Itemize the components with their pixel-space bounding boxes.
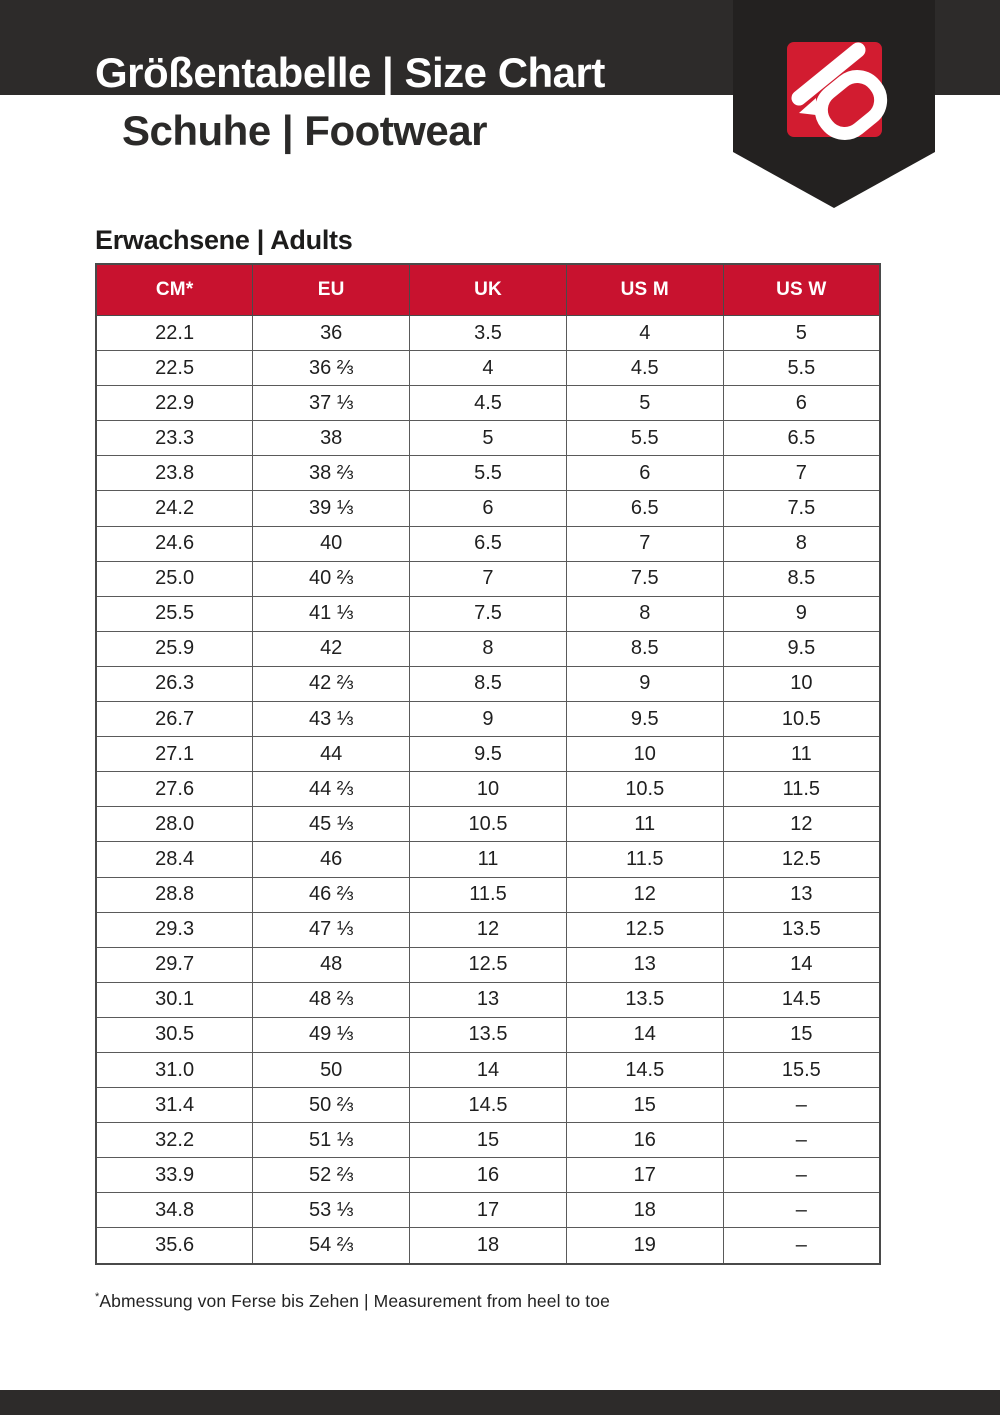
- table-cell: 36: [253, 316, 410, 351]
- table-cell: 53 ⅓: [253, 1193, 410, 1228]
- table-row: [96, 877, 880, 912]
- table-cell: 15.5: [723, 1052, 880, 1087]
- table-cell: –: [723, 1193, 880, 1228]
- table-row: [96, 1017, 880, 1052]
- size-table: [95, 263, 881, 1265]
- table-cell: 46 ⅔: [253, 877, 410, 912]
- table-cell: 18: [566, 1193, 723, 1228]
- table-cell: 38 ⅔: [253, 456, 410, 491]
- table-row: [96, 702, 880, 737]
- table-cell: 48 ⅔: [253, 982, 410, 1017]
- table-cell: 8.5: [723, 561, 880, 596]
- table-cell: 26.3: [96, 666, 253, 701]
- table-cell: 7: [723, 456, 880, 491]
- table-cell: 10: [723, 666, 880, 701]
- table-cell: 25.0: [96, 561, 253, 596]
- footnote: [95, 1291, 610, 1312]
- table-header-row: [96, 264, 880, 316]
- table-row: [96, 491, 880, 526]
- size-table-head: [96, 264, 880, 316]
- table-cell: 24.2: [96, 491, 253, 526]
- table-cell: –: [723, 1088, 880, 1123]
- table-cell: 6: [566, 456, 723, 491]
- table-cell: 7.5: [723, 491, 880, 526]
- table-cell: 34.8: [96, 1193, 253, 1228]
- table-cell: 16: [410, 1158, 567, 1193]
- table-cell: 39 ⅓: [253, 491, 410, 526]
- table-cell: 27.1: [96, 737, 253, 772]
- table-row: [96, 1123, 880, 1158]
- table-cell: 4: [410, 351, 567, 386]
- table-row: [96, 316, 880, 351]
- table-cell: 5: [566, 386, 723, 421]
- table-cell: 7: [410, 561, 567, 596]
- table-row: [96, 1158, 880, 1193]
- table-cell: 4.5: [410, 386, 567, 421]
- table-cell: 6.5: [566, 491, 723, 526]
- table-cell: 16: [566, 1123, 723, 1158]
- table-cell: 40 ⅔: [253, 561, 410, 596]
- table-cell: 11: [723, 737, 880, 772]
- table-row: [96, 666, 880, 701]
- table-row: [96, 561, 880, 596]
- table-cell: 14: [723, 947, 880, 982]
- table-cell: 5.5: [410, 456, 567, 491]
- table-cell: 7.5: [410, 596, 567, 631]
- table-cell: 14.5: [723, 982, 880, 1017]
- table-cell: 9.5: [566, 702, 723, 737]
- table-cell: 18: [410, 1228, 567, 1264]
- table-row: [96, 1052, 880, 1087]
- table-cell: –: [723, 1228, 880, 1264]
- table-cell: –: [723, 1123, 880, 1158]
- table-cell: 29.3: [96, 912, 253, 947]
- table-cell: 44: [253, 737, 410, 772]
- table-cell: 22.5: [96, 351, 253, 386]
- table-cell: 12.5: [410, 947, 567, 982]
- table-cell: 8: [566, 596, 723, 631]
- page-subtitle: Schuhe | Footwear: [122, 107, 487, 154]
- table-cell: 22.9: [96, 386, 253, 421]
- table-cell: 19: [566, 1228, 723, 1264]
- table-cell: 9.5: [723, 631, 880, 666]
- table-cell: 17: [566, 1158, 723, 1193]
- table-cell: 9: [723, 596, 880, 631]
- table-cell: 6: [410, 491, 567, 526]
- table-cell: 13.5: [723, 912, 880, 947]
- table-cell: 12: [723, 807, 880, 842]
- table-cell: 12: [410, 912, 567, 947]
- table-cell: 42: [253, 631, 410, 666]
- table-cell: 28.8: [96, 877, 253, 912]
- table-cell: 43 ⅓: [253, 702, 410, 737]
- table-cell: 5.5: [566, 421, 723, 456]
- table-cell: 35.6: [96, 1228, 253, 1264]
- table-row: [96, 456, 880, 491]
- table-cell: 41 ⅓: [253, 596, 410, 631]
- table-cell: 42 ⅔: [253, 666, 410, 701]
- table-cell: 5: [723, 316, 880, 351]
- table-row: [96, 737, 880, 772]
- table-cell: 5: [410, 421, 567, 456]
- table-cell: 9: [566, 666, 723, 701]
- table-cell: 31.4: [96, 1088, 253, 1123]
- table-cell: 48: [253, 947, 410, 982]
- table-row: [96, 1088, 880, 1123]
- table-row: [96, 807, 880, 842]
- table-row: [96, 386, 880, 421]
- table-cell: 24.6: [96, 526, 253, 561]
- column-header: EU: [253, 264, 410, 316]
- table-cell: 15: [723, 1017, 880, 1052]
- table-row: [96, 947, 880, 982]
- table-cell: 9: [410, 702, 567, 737]
- table-cell: 12.5: [566, 912, 723, 947]
- table-cell: 7: [566, 526, 723, 561]
- table-cell: 9.5: [410, 737, 567, 772]
- table-cell: 15: [410, 1123, 567, 1158]
- table-cell: 10: [410, 772, 567, 807]
- table-cell: 17: [410, 1193, 567, 1228]
- column-header: US M: [566, 264, 723, 316]
- table-cell: 13: [566, 947, 723, 982]
- table-cell: 26.7: [96, 702, 253, 737]
- table-cell: 4: [566, 316, 723, 351]
- page-title: Größentabelle | Size Chart: [95, 49, 605, 96]
- table-cell: 10.5: [723, 702, 880, 737]
- table-cell: 8.5: [410, 666, 567, 701]
- table-cell: 47 ⅓: [253, 912, 410, 947]
- table-row: [96, 526, 880, 561]
- five-ten-logo-icon: [787, 42, 882, 137]
- table-cell: 29.7: [96, 947, 253, 982]
- size-table-body: [96, 316, 880, 1264]
- table-cell: 28.4: [96, 842, 253, 877]
- table-cell: 13: [723, 877, 880, 912]
- table-row: [96, 1193, 880, 1228]
- table-cell: 13: [410, 982, 567, 1017]
- table-row: [96, 596, 880, 631]
- table-cell: 23.3: [96, 421, 253, 456]
- table-cell: 54 ⅔: [253, 1228, 410, 1264]
- table-cell: 3.5: [410, 316, 567, 351]
- table-cell: 45 ⅓: [253, 807, 410, 842]
- footer-band: [0, 1390, 1000, 1415]
- table-cell: 11: [410, 842, 567, 877]
- table-row: [96, 1228, 880, 1264]
- table-cell: 28.0: [96, 807, 253, 842]
- section-heading: Erwachsene | Adults: [95, 225, 353, 255]
- table-cell: 10.5: [566, 772, 723, 807]
- table-row: [96, 982, 880, 1017]
- column-header: US W: [723, 264, 880, 316]
- table-cell: 14: [410, 1052, 567, 1087]
- table-cell: 11.5: [723, 772, 880, 807]
- table-cell: 14.5: [566, 1052, 723, 1087]
- table-cell: 37 ⅓: [253, 386, 410, 421]
- table-cell: 14.5: [410, 1088, 567, 1123]
- table-cell: 30.5: [96, 1017, 253, 1052]
- table-cell: 6: [723, 386, 880, 421]
- table-cell: 13.5: [410, 1017, 567, 1052]
- table-row: [96, 631, 880, 666]
- table-cell: 13.5: [566, 982, 723, 1017]
- table-cell: 36 ⅔: [253, 351, 410, 386]
- table-cell: 8.5: [566, 631, 723, 666]
- table-cell: 10: [566, 737, 723, 772]
- table-cell: 25.9: [96, 631, 253, 666]
- table-row: [96, 842, 880, 877]
- table-cell: 12.5: [723, 842, 880, 877]
- table-cell: 6.5: [723, 421, 880, 456]
- table-cell: 8: [410, 631, 567, 666]
- table-cell: 30.1: [96, 982, 253, 1017]
- table-cell: 46: [253, 842, 410, 877]
- table-row: [96, 912, 880, 947]
- table-cell: 11: [566, 807, 723, 842]
- footnote-text: Abmessung von Ferse bis Zehen | Measurement from heel to toe: [99, 1291, 610, 1311]
- table-cell: 50: [253, 1052, 410, 1087]
- column-header: UK: [410, 264, 567, 316]
- table-cell: 22.1: [96, 316, 253, 351]
- table-row: [96, 421, 880, 456]
- table-cell: 15: [566, 1088, 723, 1123]
- column-header: CM*: [96, 264, 253, 316]
- table-cell: 7.5: [566, 561, 723, 596]
- table-cell: 49 ⅓: [253, 1017, 410, 1052]
- table-cell: 11.5: [566, 842, 723, 877]
- table-cell: 51 ⅓: [253, 1123, 410, 1158]
- table-cell: 52 ⅔: [253, 1158, 410, 1193]
- table-cell: 33.9: [96, 1158, 253, 1193]
- table-cell: 10.5: [410, 807, 567, 842]
- table-cell: 50 ⅔: [253, 1088, 410, 1123]
- table-cell: 11.5: [410, 877, 567, 912]
- table-cell: 44 ⅔: [253, 772, 410, 807]
- table-row: [96, 772, 880, 807]
- table-row: [96, 351, 880, 386]
- table-cell: 5.5: [723, 351, 880, 386]
- table-cell: 8: [723, 526, 880, 561]
- table-cell: 12: [566, 877, 723, 912]
- table-cell: 6.5: [410, 526, 567, 561]
- table-cell: 32.2: [96, 1123, 253, 1158]
- table-cell: 25.5: [96, 596, 253, 631]
- table-cell: 27.6: [96, 772, 253, 807]
- table-cell: 38: [253, 421, 410, 456]
- table-cell: 23.8: [96, 456, 253, 491]
- table-cell: 31.0: [96, 1052, 253, 1087]
- table-cell: 4.5: [566, 351, 723, 386]
- table-cell: 14: [566, 1017, 723, 1052]
- table-cell: 40: [253, 526, 410, 561]
- footnote-mark: *: [95, 1291, 100, 1304]
- table-cell: –: [723, 1158, 880, 1193]
